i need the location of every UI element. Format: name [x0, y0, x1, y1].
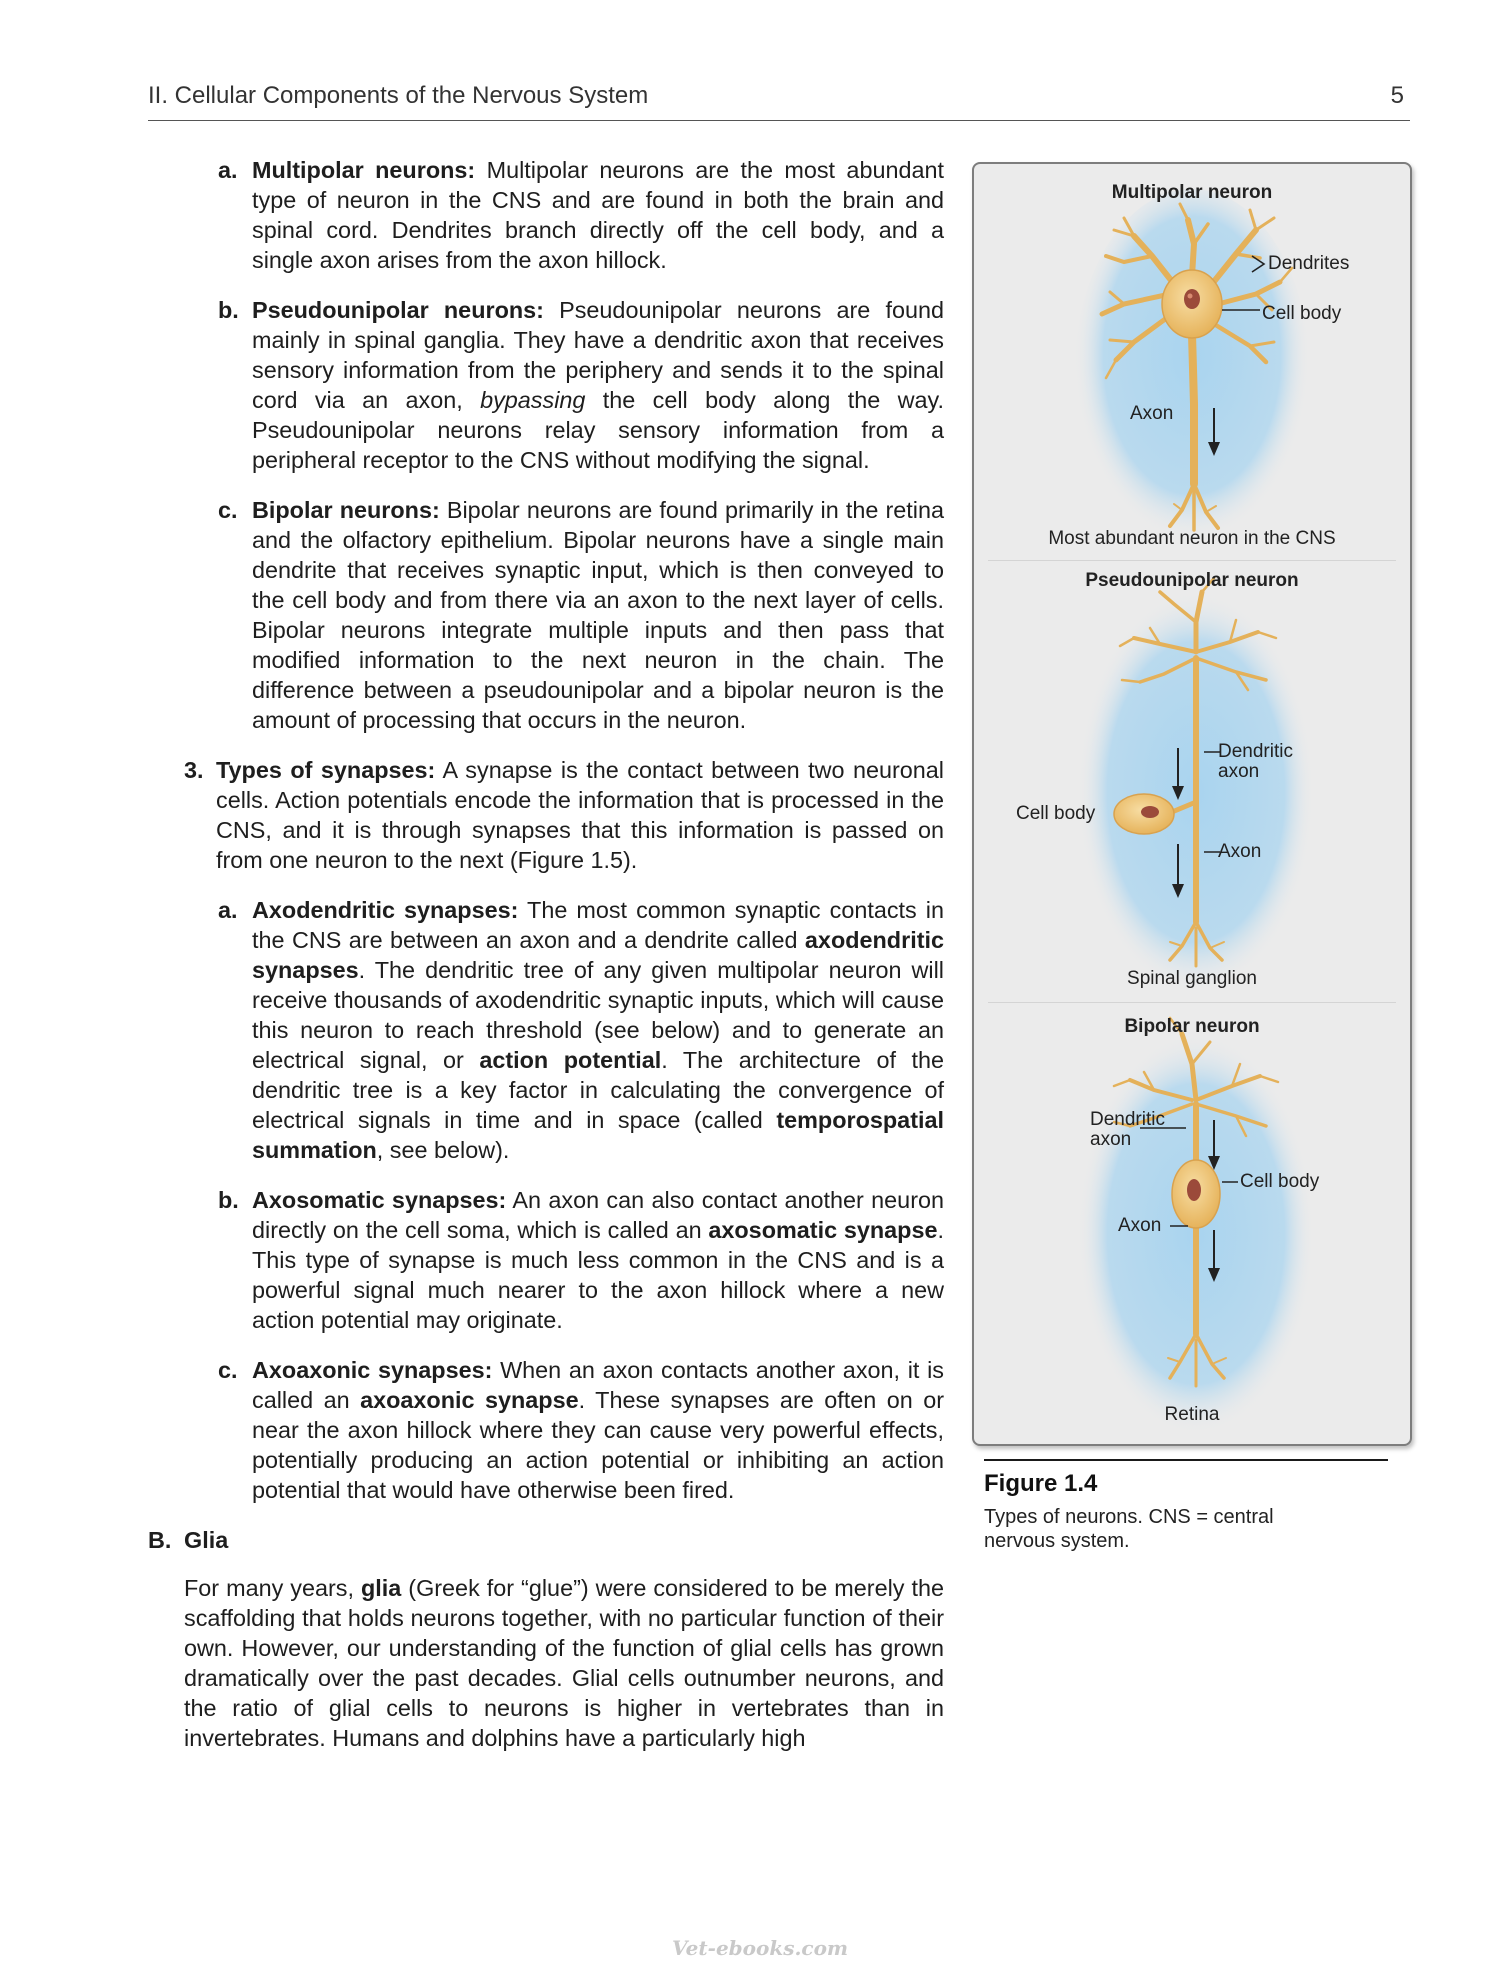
- item-term: Types of synapses:: [216, 757, 436, 783]
- section-title: II. Cellular Components of the Nervous System: [148, 82, 649, 109]
- figure-caption-rule: [984, 1459, 1388, 1461]
- panel-title: Pseudounipolar neuron: [1085, 570, 1299, 591]
- panel-title: Multipolar neuron: [1111, 182, 1273, 203]
- label-cell-body: Cell body: [1262, 303, 1342, 324]
- figure-title: Figure 1.4: [984, 1470, 1098, 1497]
- item-pseudounipolar-neurons: [148, 295, 944, 475]
- panel-caption: Spinal ganglion: [1127, 968, 1257, 989]
- panel-pseudounipolar: [974, 562, 1410, 1000]
- panel-divider: [988, 1002, 1396, 1003]
- item-marker: c.: [218, 497, 238, 523]
- item-text: Bipolar neurons are found primarily in the retina and the olfactory epithelium. Bipolar neurons have a single main dendrite that receives synaptic input, which is then conveyed to the cell body and from there via an axon to the next layer of cells. Bipolar neurons integrate multiple inputs and then pass that modified information to the next neuron in the chain. The difference between a pseudounipolar and a bipolar neuron is the amount of processing that occurs in the neuron.: [252, 497, 944, 733]
- glia-paragraph: [148, 1573, 944, 1753]
- figure-neuron-types: [972, 162, 1412, 1446]
- item-axosomatic-synapses: [148, 1185, 944, 1335]
- bold-term: action potential: [479, 1047, 662, 1073]
- section-marker: B.: [148, 1527, 172, 1553]
- panel-title: Bipolar neuron: [1124, 1016, 1260, 1037]
- item-term: Axodendritic synapses:: [252, 897, 519, 923]
- bold-term: axodendritic synapses: [252, 927, 944, 983]
- item-marker: a.: [218, 157, 238, 183]
- item-term: Multipolar neurons:: [252, 157, 476, 183]
- bipolar-neuron-illustration: [974, 1004, 1410, 1442]
- item-emphasis: bypassing: [480, 387, 586, 413]
- item-marker: 3.: [184, 757, 204, 783]
- item-text: the cell body along the way. Pseudounipolar neurons relay sensory information from a peripheral receptor to the CNS without modifying the signal.: [252, 387, 944, 473]
- label-axon: Axon: [1130, 403, 1174, 424]
- running-header: [148, 82, 1410, 121]
- item-text: An axon can also contact another neuron directly on the cell soma, which is called an: [252, 1187, 944, 1243]
- label-axon: Axon: [1218, 841, 1262, 862]
- item-multipolar-neurons: [148, 155, 944, 275]
- item-types-of-synapses: [148, 755, 944, 875]
- item-text: . These synapses are often on or near the axon hillock where they can cause very powerful effects, potentially producing an action potential or inhibiting an action potential that would have otherwise been fired.: [252, 1387, 945, 1503]
- item-marker: b.: [218, 1187, 239, 1213]
- panel-caption: Retina: [1164, 1404, 1220, 1425]
- multipolar-neuron-illustration: [974, 164, 1410, 554]
- figure-caption: Types of neurons. CNS = central nervous system.: [984, 1506, 1274, 1552]
- bold-term: temporospatial summation: [252, 1107, 944, 1163]
- item-text: . This type of synapse is much less common in the CNS and is a powerful signal much nearer to the axon hillock where a new action potential may originate.: [252, 1217, 944, 1333]
- item-text: A synapse is the contact between two neuronal cells. Action potentials encode the information that is processed in the CNS, and it is through synapses that this information is passed on from one neuron to the next (Figure 1.5).: [216, 757, 945, 873]
- section-heading-glia: [148, 1525, 944, 1555]
- bold-term: axoaxonic synapse: [360, 1387, 579, 1413]
- main-text-column: [148, 155, 944, 1776]
- bold-term: axosomatic synapse: [708, 1217, 938, 1243]
- pseudounipolar-neuron-illustration: [974, 562, 1410, 1000]
- item-marker: c.: [218, 1357, 238, 1383]
- label-dendritic-axon: Dendritic axon: [1218, 741, 1293, 782]
- label-cell-body: Cell body: [1016, 803, 1096, 824]
- item-text: Multipolar neurons are the most abundant type of neuron in the CNS and are found in both the brain and spinal cord. Dendrites branch directly off the cell body, and a single axon arises from the axon hillock.: [252, 157, 944, 273]
- item-text: The most common synaptic contacts in the CNS are between an axon and a dendrite called: [252, 897, 944, 953]
- bold-term: glia: [360, 1575, 402, 1601]
- item-text: Pseudounipolar neurons are found mainly in spinal ganglia. They have a dendritic axon that receives sensory information from the periphery and sends it to the spinal cord via an axon,: [252, 297, 945, 413]
- label-cell-body: Cell body: [1240, 1171, 1320, 1192]
- item-bipolar-neurons: [148, 495, 944, 735]
- item-text: . The dendritic tree of any given multipolar neuron will receive thousands of axodendritic synaptic inputs, which will cause this neuron to reach threshold (see below) and to generate an electrical signal, or: [252, 957, 944, 1073]
- panel-caption: Most abundant neuron in the CNS: [1048, 528, 1336, 549]
- paragraph-text: For many years,: [184, 1575, 361, 1601]
- section-heading-text: Glia: [184, 1527, 229, 1553]
- item-text: , see below).: [376, 1137, 510, 1163]
- panel-divider: [988, 560, 1396, 561]
- label-dendrites: Dendrites: [1268, 253, 1350, 274]
- item-marker: b.: [218, 297, 239, 323]
- item-text: . The architecture of the dendritic tree is a key factor in calculating the convergence of electrical signals in time and in space (called: [252, 1047, 945, 1133]
- item-text: When an axon contacts another axon, it is called an: [252, 1357, 944, 1413]
- item-term: Pseudounipolar neurons:: [252, 297, 544, 323]
- panel-bipolar: [974, 1004, 1410, 1442]
- label-dendritic-axon: Dendritic axon: [1090, 1109, 1165, 1150]
- item-term: Axosomatic synapses:: [252, 1187, 507, 1213]
- panel-multipolar: [974, 164, 1410, 554]
- watermark-logo: Vet-ebooks.com: [672, 1936, 849, 1960]
- page-number: 5: [1390, 82, 1404, 109]
- item-term: Axoaxonic synapses:: [252, 1357, 493, 1383]
- label-axon: Axon: [1118, 1215, 1162, 1236]
- paragraph-text: (Greek for “glue”) were considered to be merely the scaffolding that holds neurons together, with no particular function of their own. However, our understanding of the function of glial cells has grown dramatically over the past decades. Glial cells outnumber neurons, and the ratio of glial cells to neurons is higher in vertebrates than in invertebrates. Humans and dolphins have a particularly high: [184, 1575, 944, 1751]
- item-marker: a.: [218, 897, 238, 923]
- item-axodendritic-synapses: [148, 895, 944, 1165]
- item-axoaxonic-synapses: [148, 1355, 944, 1505]
- item-term: Bipolar neurons:: [252, 497, 440, 523]
